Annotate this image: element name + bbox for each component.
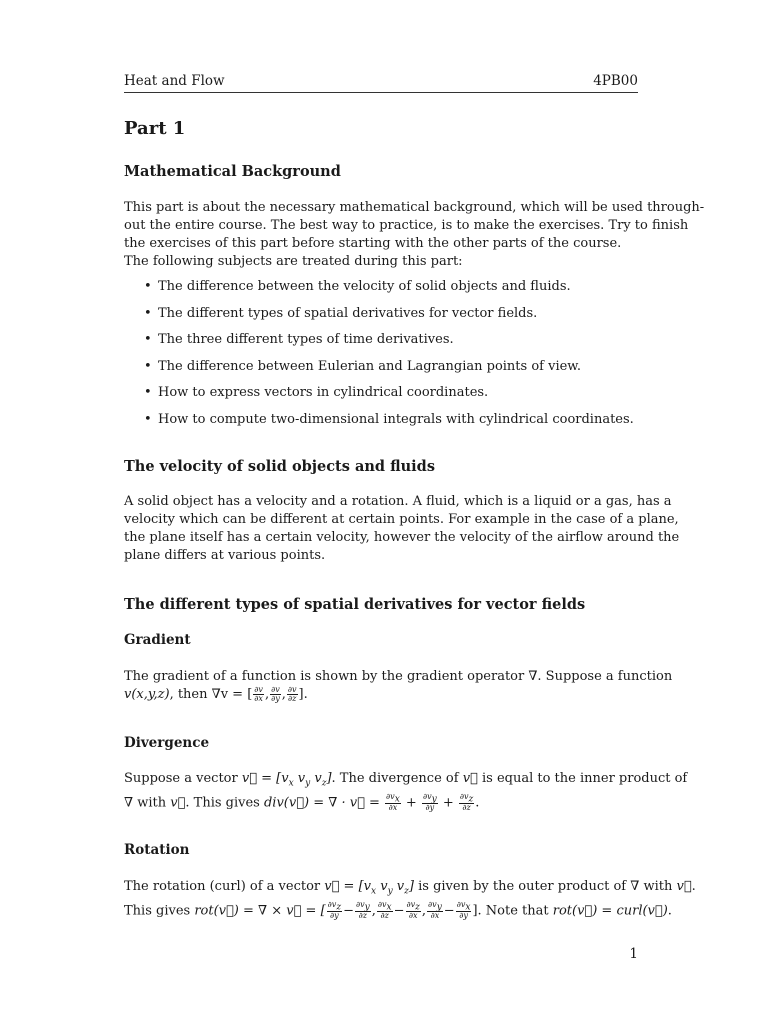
vector-expression: v⃗ = [$v_x$ $v_y$ $v_z$]: [324, 879, 414, 897]
rotation-formula-line: This gives rot(v⃗) = ∇ × v⃗ = [ $\frac{\partial v_z}{\partial y}$ − $\frac{\partial v_y}{\partial z}$ , $\frac{\partial v_x}{\partial z}$ − $\frac{\partial v_z}{\partial x}$ , $\frac{\partial v_y}{\partial x}$ − $\frac{\partial v_x}{\partial y}$ ]. Note that rot(v⃗) = curl(v⃗).: [124, 899, 672, 921]
intro-line: the exercises of this part before starting with the other parts of the course.: [124, 236, 622, 251]
rotation-formula: rot(v⃗) = ∇ × v⃗ = [: [194, 902, 326, 918]
divergence-formula: div(v⃗) = ∇ · v⃗ =: [263, 794, 385, 810]
list-item: • The difference between the velocity of solid objects and fluids.: [124, 278, 638, 305]
rotation-text: The rotation (curl) of a vector: [124, 879, 325, 894]
running-header: [124, 72, 638, 93]
partial-fraction: $\frac{\partial v}{\partial y}$: [271, 685, 280, 703]
list-item: • The different types of spatial derivatives for vector fields.: [124, 305, 638, 332]
intro-line: out the entire course. The best way to practice, is to make the exercises. Try to finish: [124, 218, 689, 233]
partial-fraction: $\frac{\partial v_y}{\partial y}$: [422, 791, 437, 813]
section-title-velocity: The velocity of solid objects and fluids: [124, 458, 435, 475]
velocity-paragraph: [124, 493, 680, 565]
vector-symbol: v⃗: [462, 771, 478, 786]
divergence-text: ∇ with: [124, 794, 171, 810]
rotation-text: ]. Note that: [472, 902, 553, 918]
subsection-title-gradient: Gradient: [124, 632, 191, 648]
part-title: Part 1: [124, 118, 186, 139]
partial-fraction: $\frac{\partial v_z}{\partial y}$: [327, 899, 342, 921]
velocity-line: plane differs at various points.: [124, 548, 326, 563]
section-title-spatial-derivatives: The different types of spatial derivatives for vector fields: [124, 596, 586, 613]
partial-fraction: $\frac{\partial v_x}{\partial y}$: [456, 899, 471, 921]
gradient-formula-line: v(x,y,z), then ∇v = [ $\frac{\partial v}{\partial x}$ , $\frac{\partial v}{\partial y}$ , $\frac{\partial v}{\partial z}$ ].: [124, 685, 308, 703]
partial-fraction: $\frac{\partial v_z}{\partial x}$: [406, 899, 420, 921]
velocity-line: velocity which can be different at certain points. For example in the case of a plane,: [124, 512, 679, 527]
gradient-formula-text: , then ∇v = [: [169, 687, 253, 702]
header-course-code: 4PB00: [593, 73, 638, 89]
intro-paragraph: [124, 199, 705, 271]
rotation-text: This gives: [124, 902, 195, 918]
vector-symbol: v⃗: [170, 794, 186, 810]
subsection-title-divergence: Divergence: [124, 735, 210, 751]
velocity-line: A solid object has a velocity and a rotation. A fluid, which is a liquid or a gas, has a: [124, 494, 672, 509]
divergence-text: Suppose a vector: [124, 771, 242, 786]
list-item: • The difference between Eulerian and Lagrangian points of view.: [124, 358, 638, 385]
partial-fraction: $\frac{\partial v_x}{\partial x}$: [386, 791, 400, 813]
divergence-text: . The divergence of: [331, 771, 463, 786]
divergence-text: is equal to the inner product of: [477, 771, 688, 786]
partial-fraction: $\frac{\partial v_y}{\partial x}$: [428, 899, 442, 921]
subsection-title-rotation: Rotation: [124, 842, 190, 858]
list-item: • How to express vectors in cylindrical coordinates.: [124, 384, 638, 411]
rotation-text: is given by the outer product of ∇ with: [413, 879, 677, 894]
gradient-paragraph: [124, 668, 673, 704]
partial-fraction: $\frac{\partial v}{\partial x}$: [254, 685, 263, 703]
divergence-paragraph: [124, 770, 688, 813]
curl-identity: rot(v⃗) = curl(v⃗): [552, 902, 668, 918]
divergence-line: [124, 770, 688, 793]
intro-line: The following subjects are treated during this part:: [124, 254, 463, 269]
list-item: • The three different types of time derivatives.: [124, 331, 638, 358]
velocity-line: the plane itself has a certain velocity, however the velocity of the airflow around the: [124, 530, 680, 545]
list-item: • How to compute two-dimensional integrals with cylindrical coordinates.: [124, 411, 638, 438]
divergence-formula-line: ∇ with v⃗. This gives div(v⃗) = ∇ · v⃗ = $\frac{\partial v_x}{\partial x}$ + $\frac{\partial v_y}{\partial y}$ + $\frac{\partial v_z}{\partial z}$ .: [124, 791, 480, 813]
partial-fraction: $\frac{\partial v_z}{\partial z}$: [459, 791, 474, 813]
divergence-text: . This gives: [185, 794, 264, 810]
partial-fraction: $\frac{\partial v}{\partial z}$: [287, 685, 297, 703]
intro-line: This part is about the necessary mathematical background, which will be used through-: [124, 200, 705, 215]
page-number: 1: [629, 946, 638, 962]
vector-symbol: v⃗: [676, 879, 692, 894]
document-page: [124, 0, 705, 1024]
partial-fraction: $\frac{\partial v_y}{\partial z}$: [355, 899, 370, 921]
section-title-math-background: Mathematical Background: [124, 163, 341, 180]
subjects-list: [124, 278, 638, 437]
rotation-paragraph: [124, 878, 696, 921]
partial-fraction: $\frac{\partial v_x}{\partial z}$: [377, 899, 392, 921]
header-course-title: Heat and Flow: [124, 73, 225, 89]
rotation-line: The rotation (curl) of a vector v⃗ = [$v_x$ $v_y$ $v_z$] is given by the outer product of ∇ with v⃗.: [124, 879, 696, 897]
gradient-line: The gradient of a function is shown by the gradient operator ∇. Suppose a function: [124, 669, 673, 684]
vector-expression: v⃗ = [$v_x$ $v_y$ $v_z$]: [241, 771, 332, 789]
function-expression: v(x,y,z): [124, 687, 170, 702]
